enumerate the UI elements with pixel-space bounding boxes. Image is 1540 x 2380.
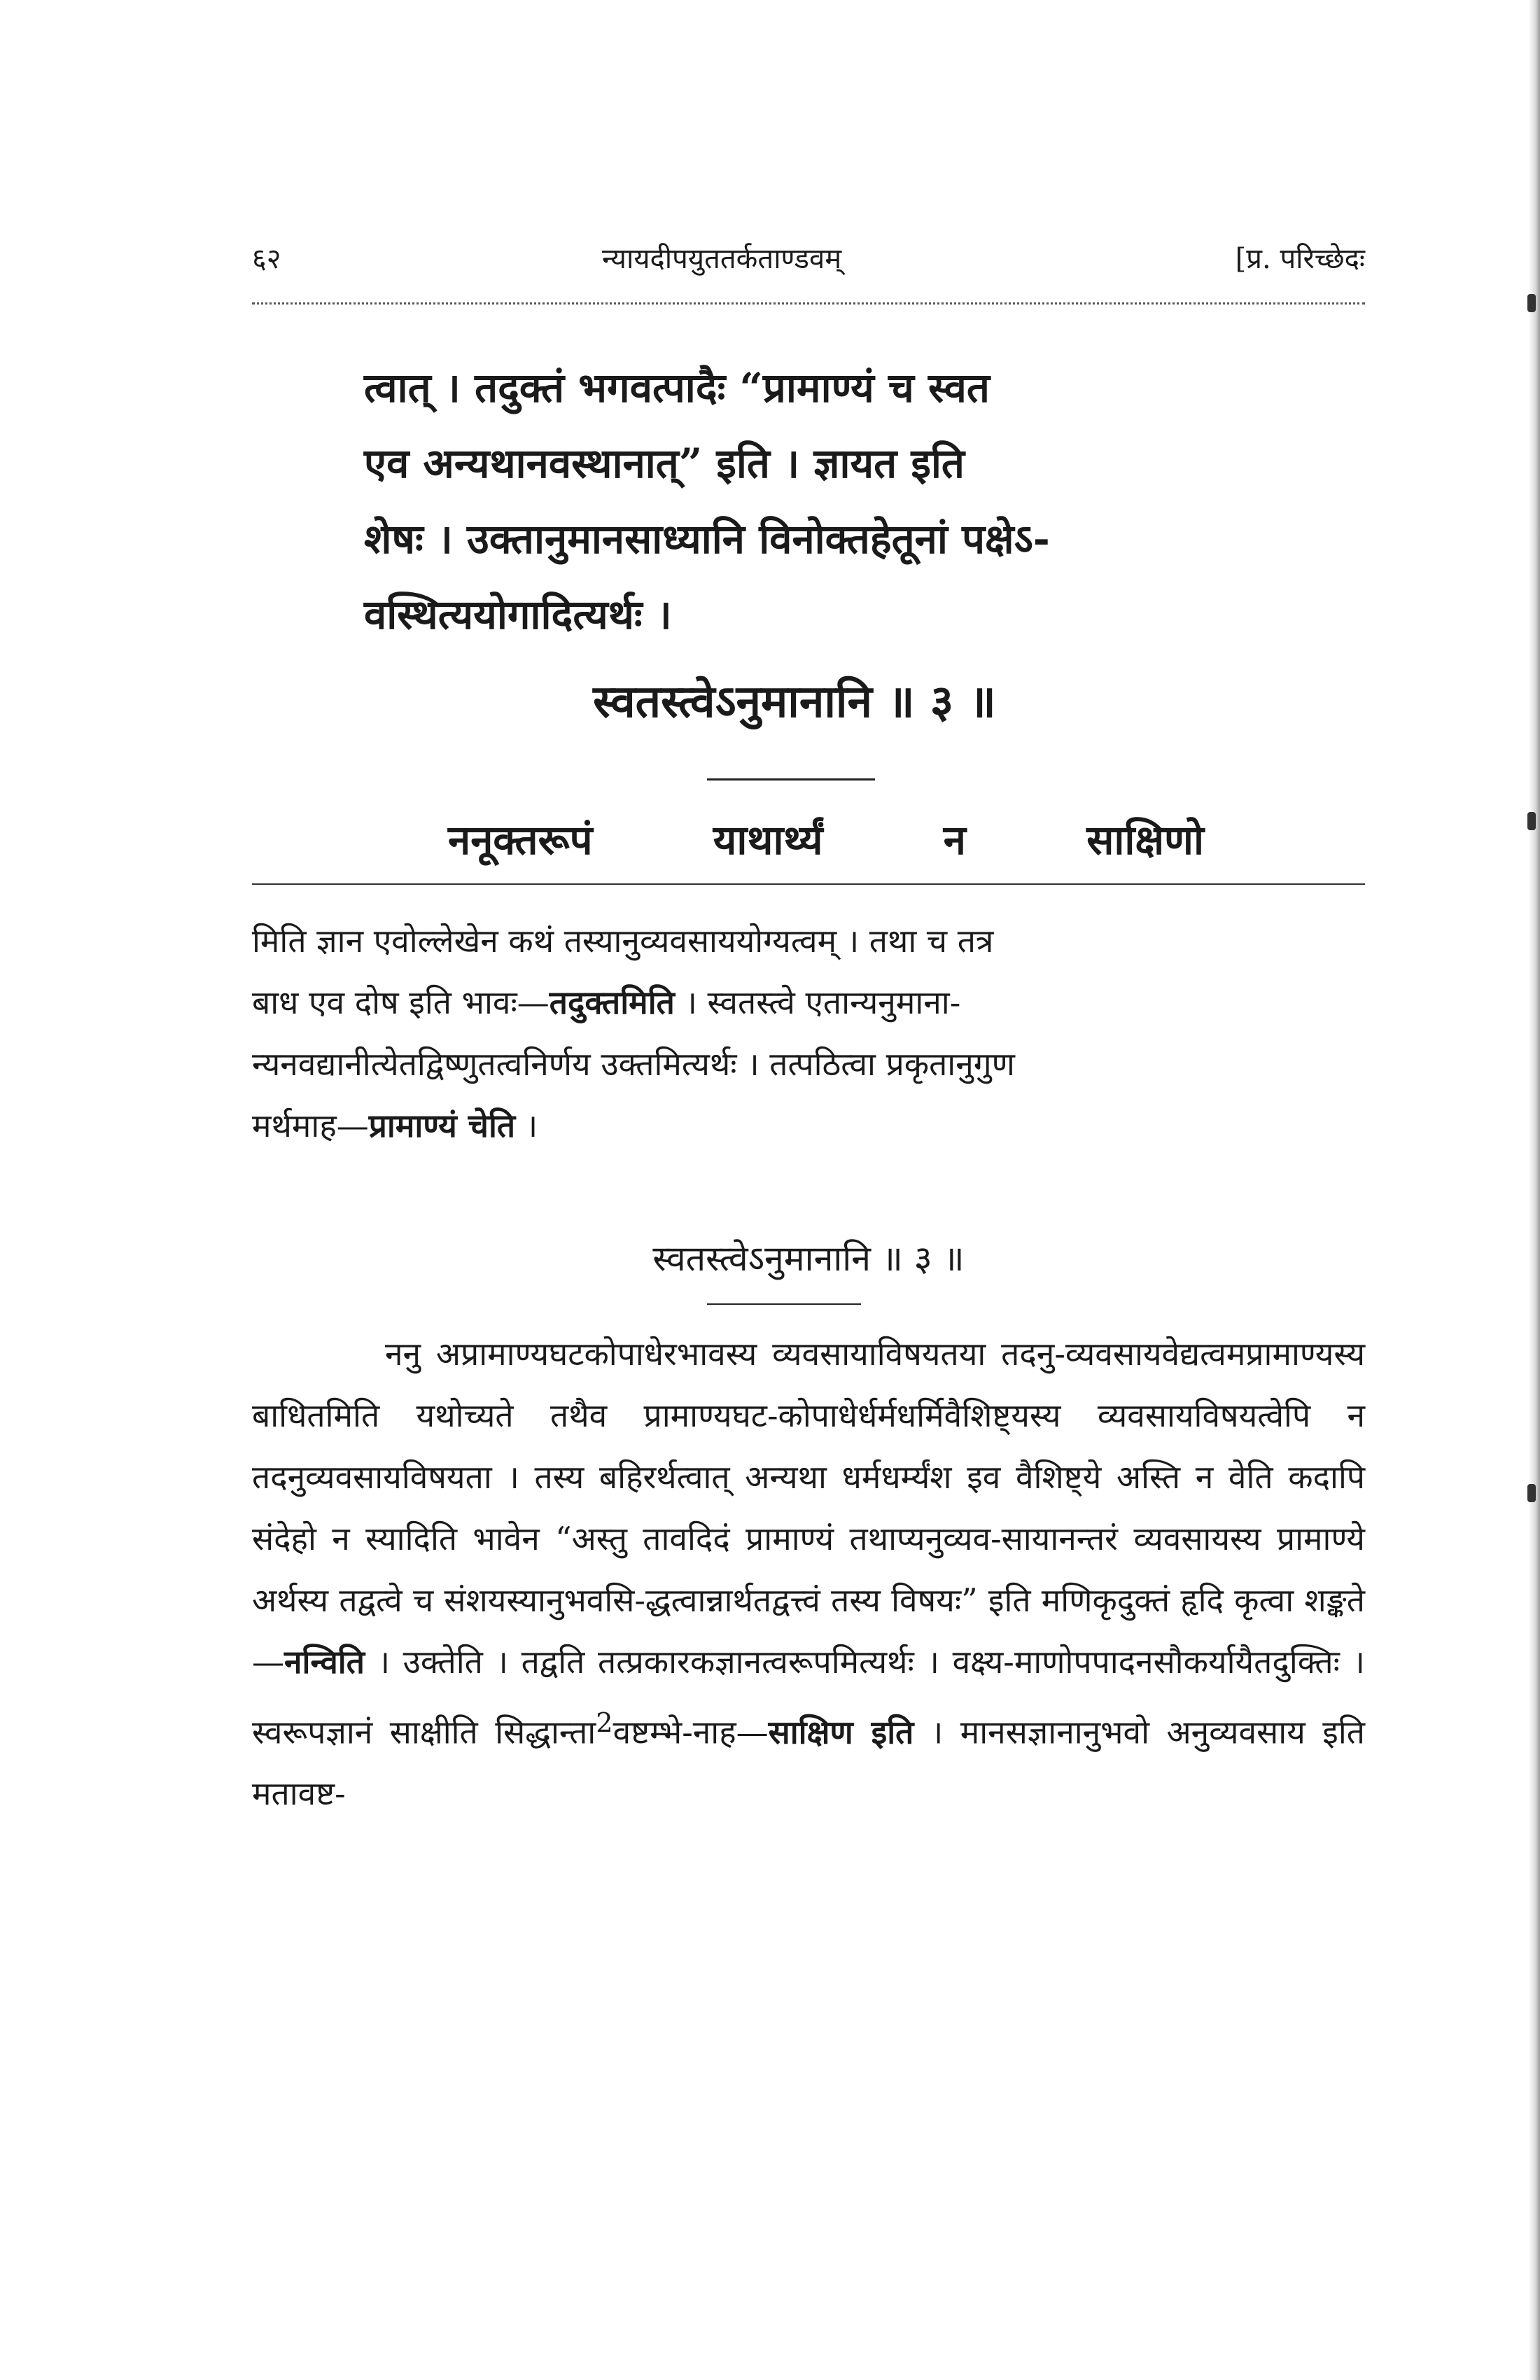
- binding-mark: [1527, 1484, 1536, 1502]
- text-span: । उक्तेति । तद्वति तत्प्रकारकज्ञानत्वरूपमित्यर्थः । वक्ष्य-माणोपपादनसौकर्यायैतदुक्तिः । स्वरूपज्ञानं साक्षीति सिद्धान्ता: [252, 1643, 1365, 1751]
- text-span: बाध एव दोष इति भावः—: [252, 983, 550, 1021]
- heading-line: [448, 805, 1204, 875]
- pratika-word: तदुक्तमिति: [549, 983, 675, 1021]
- text-span: । स्वतस्त्वे एतान्यनुमाना-: [674, 983, 961, 1021]
- text-line: शेषः । उक्तानुमानसाध्यानि विनोक्तहेतूनां पक्षेऽ-: [364, 515, 1050, 563]
- text-line: वस्थित्ययोगादित्यर्थः ।: [364, 591, 672, 638]
- section-label: [प्र. परिच्छेदः: [1235, 243, 1365, 275]
- text-span: ननु अप्रामाण्यघटकोपाधेरभावस्य व्यवसायाविषयतया तदनु-व्यवसायवेद्यत्वमप्रामाण्यस्य बाधितमिति यथोच्यते तथैव प्रामाण्यघट-कोपाधेर्धर्मधर्मिवैशिष्ट्यस्य व्यवसायविषयत्वेपि न तदनुव्यवसायविषयता । तस्य बहिरर्थत्वात् अन्यथा धर्मधर्म्यंश इव वैशिष्ट्ये अस्ति न वेति कदापि संदेहो न स्यादिति भावेन “अस्तु तावदिदं प्रामाण्यं तथाप्यनुव्यव-सायानन्तरं व्यवसायस्य प्रामाण्ये अर्थस्य तद्वत्वे च संशयस्यानुभवसि-द्धत्वान्नार्थतद्वत्त्वं तस्य विषयः” इति मणिकृदुक्तं हृदि कृत्वा शङ्कते—: [252, 1335, 1365, 1681]
- heading-word: ननूक्तरूपं: [448, 816, 593, 864]
- page-edge-shadow: [1529, 0, 1540, 2380]
- page-header: [252, 238, 1365, 280]
- pratika-word: प्रामाण्यं चेति: [368, 1107, 516, 1144]
- text-line: [252, 972, 1365, 1033]
- pratika-word: नन्विति: [284, 1643, 365, 1681]
- verse-heading: स्वतस्त्वेऽनुमानानि ॥ ३ ॥: [593, 676, 996, 728]
- binding-mark: [1527, 812, 1536, 830]
- heading-word: साक्षिणो: [1086, 816, 1204, 864]
- text-span: वष्टम्भे-नाह—: [612, 1713, 769, 1751]
- text-line: [252, 1095, 1365, 1156]
- binding-mark: [1527, 294, 1536, 312]
- footnote-marker: 2: [596, 1707, 613, 1739]
- heading-word: याथार्थ्यं: [713, 816, 823, 864]
- text-line: एव अन्यथानवस्थानात्” इति । ज्ञायत इति: [364, 440, 965, 487]
- commentary-paragraph: [252, 1323, 1365, 1824]
- commentary-paragraph: [252, 910, 1365, 1156]
- upper-text-block: [364, 350, 1225, 652]
- separator-rule: [707, 1303, 861, 1305]
- text-line: न्यनवद्यानीत्येतद्विष्णुतत्वनिर्णय उक्तमित्यर्थः । तत्पठित्वा प्रकृतानुगुण: [252, 1045, 1015, 1083]
- text-line: मिति ज्ञान एवोल्लेखेन कथं तस्यानुव्यवसाययोग्यत्वम् । तथा च तत्र: [252, 922, 994, 960]
- separator-rule: [707, 778, 875, 780]
- header-rule: [252, 302, 1365, 304]
- verse-repeat: स्वतस्त्वेऽनुमानानि ॥ ३ ॥: [652, 1238, 965, 1279]
- divider-rule: [252, 883, 1365, 885]
- text-span: ।: [515, 1107, 538, 1144]
- text-line: त्वात् । तदुक्तं भगवत्पादैः “प्रामाण्यं च स्वत: [364, 364, 990, 412]
- text-span: । मानसज्ञानानुभवो अनुव्यवसाय इति मतावष्ट-: [252, 1713, 1365, 1813]
- pratika-word: साक्षिण इति: [768, 1713, 914, 1751]
- heading-word: न: [943, 816, 966, 864]
- page-number: ६२: [252, 243, 281, 275]
- text-span: मर्थमाह—: [252, 1107, 369, 1144]
- running-title: न्यायदीपयुततर्कताण्डवम्: [602, 243, 842, 275]
